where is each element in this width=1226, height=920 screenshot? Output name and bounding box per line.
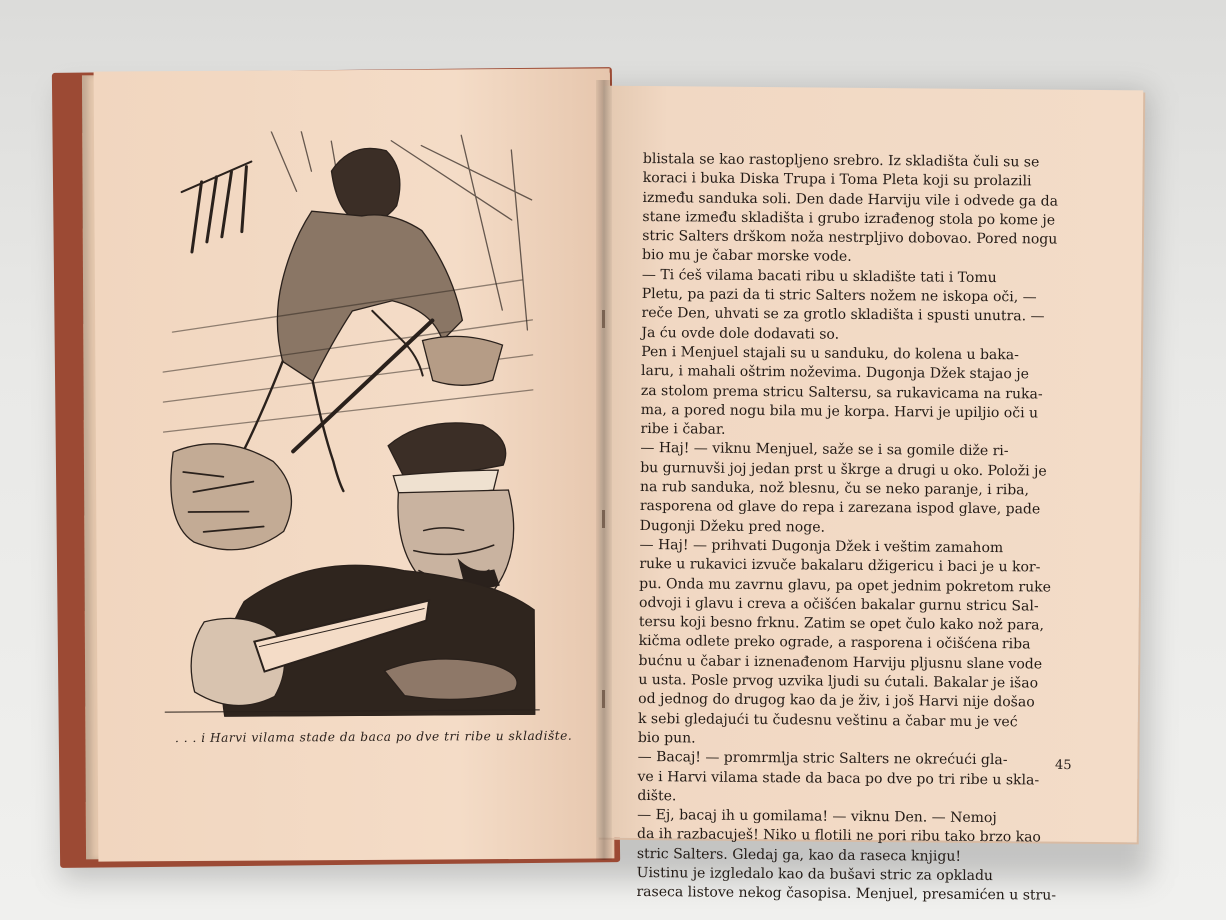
text-line: blistala se kao rastopljeno srebro. Iz skladišta čuli su se (642, 150, 1040, 171)
text-line: u usta. Posle prvog uzvika ljudi su ćutali. Bakalar je išao (638, 671, 1039, 692)
text-line: ruke u rukavici izvuče bakalaru džigericu i baci je u kor- (639, 556, 1041, 576)
text-line: za stolom prema stricu Saltersu, sa rukavicama na ruka- (640, 382, 1043, 403)
text-line: dište. (637, 787, 677, 805)
text-line: — Ti ćeš vilama bacati ribu u skladište tati i Tomu (641, 266, 997, 286)
text-line: pu. Onda mu zavrnu glavu, pa opet jednim pokretom ruke (639, 575, 1052, 596)
text-line: raseca listove nekog časopisa. Menjuel, presamićen u stru- (636, 884, 1057, 904)
illustration-caption: . . . i Harvi vilama stade da baca po dve tri ribe u skladište. (174, 728, 573, 746)
text-line: laru, i mahali oštrim noževima. Dugonja Džek stajao je (640, 363, 1029, 383)
text-line: Pen i Menjuel stajali su u sanduku, do kolena u baka- (641, 343, 1019, 364)
fisherman-illustration (161, 130, 540, 717)
text-line: ma, a pored nogu bila mu je korpa. Harvi je upiljio oči u (640, 401, 1039, 422)
page-number: 45 (1054, 757, 1072, 774)
text-line: Ja ću ovde dole dodavati so. (641, 324, 840, 343)
text-line: — Haj! — prihvati Dugonja Džek i veštim zamahom (639, 536, 1004, 557)
text-line: tersu koji besno frknu. Zatim se opet čulo kako nož para, (638, 614, 1045, 634)
text-line: bio pun. (637, 729, 696, 747)
text-line: koraci i buka Diska Trupa i Toma Pleta koji su prolazili (642, 170, 1032, 190)
text-line: od jednog do drugog kao da je živ, i još Harvi nije došao (638, 691, 1035, 711)
text-line: bućnu u čabar i iznenađenom Harviju pljusnu slane vode (638, 652, 1043, 673)
binding-stitch (602, 690, 605, 708)
text-line: stric Salters drškom noža nestrpljivo dobovao. Pored nogu (642, 228, 1058, 248)
text-line: bu gurnuvši joj jedan prst u škrge a drugi u oko. Položi je (640, 459, 1047, 480)
book-gutter (596, 80, 612, 860)
text-line: odvoji i glavu i creva a očišćen bakalar gurnu stricu Sal- (638, 594, 1039, 615)
text-line: na rub sanduka, nož blesnu, ču se neko paranje, i riba, (639, 479, 1030, 499)
text-line: reče Den, uhvati se za grotlo skladišta i spusti unutra. — (641, 305, 1045, 325)
text-line: stric Salters. Gledaj ga, kao da raseca knjigu! (636, 845, 962, 865)
text-line: rasporena od glave do repa i zarezana ispod glave, pade (639, 498, 1041, 518)
right-page-text (636, 150, 1059, 906)
text-line: — Ej, bacaj ih u gomilama! — viknu Den. — Nemoj (637, 807, 997, 827)
binding-stitch (602, 510, 605, 528)
text-line: k sebi gledajući tu čudesnu veštinu a čabar mu je već (637, 710, 1018, 730)
text-line: ribe i čabar. (640, 421, 726, 438)
text-line: kičma odlete preko ograde, a rasporena i očišćena riba (638, 633, 1031, 653)
text-line: — Bacaj! — promrmlja stric Salters ne okrećući gla- (637, 749, 1008, 769)
text-line: stane između skladišta i grubo izrađenog stola po kome je (642, 208, 1056, 229)
text-line: između sanduka soli. Den dade Harviju vile i odvede ga da (642, 189, 1059, 210)
text-line: Uistinu je izgledalo kao da bušavi stric za opkladu (636, 864, 994, 885)
text-line: — Haj! — viknu Menjuel, saže se i sa gomile diže ri- (640, 440, 1009, 460)
text-line: ve i Harvi vilama stade da baca po dve po tri ribe u skla- (637, 768, 1040, 788)
text-line: da ih razbacuješ! Niko u flotili ne pori ribu tako brzo kao (636, 826, 1041, 846)
text-line: bio mu je čabar morske vode. (642, 247, 852, 266)
binding-stitch (602, 310, 605, 328)
text-line: Dugonji Džeku pred noge. (639, 517, 826, 536)
text-line: Pletu, pa pazi da ti stric Salters nožem ne iskopa oči, — (641, 286, 1037, 306)
